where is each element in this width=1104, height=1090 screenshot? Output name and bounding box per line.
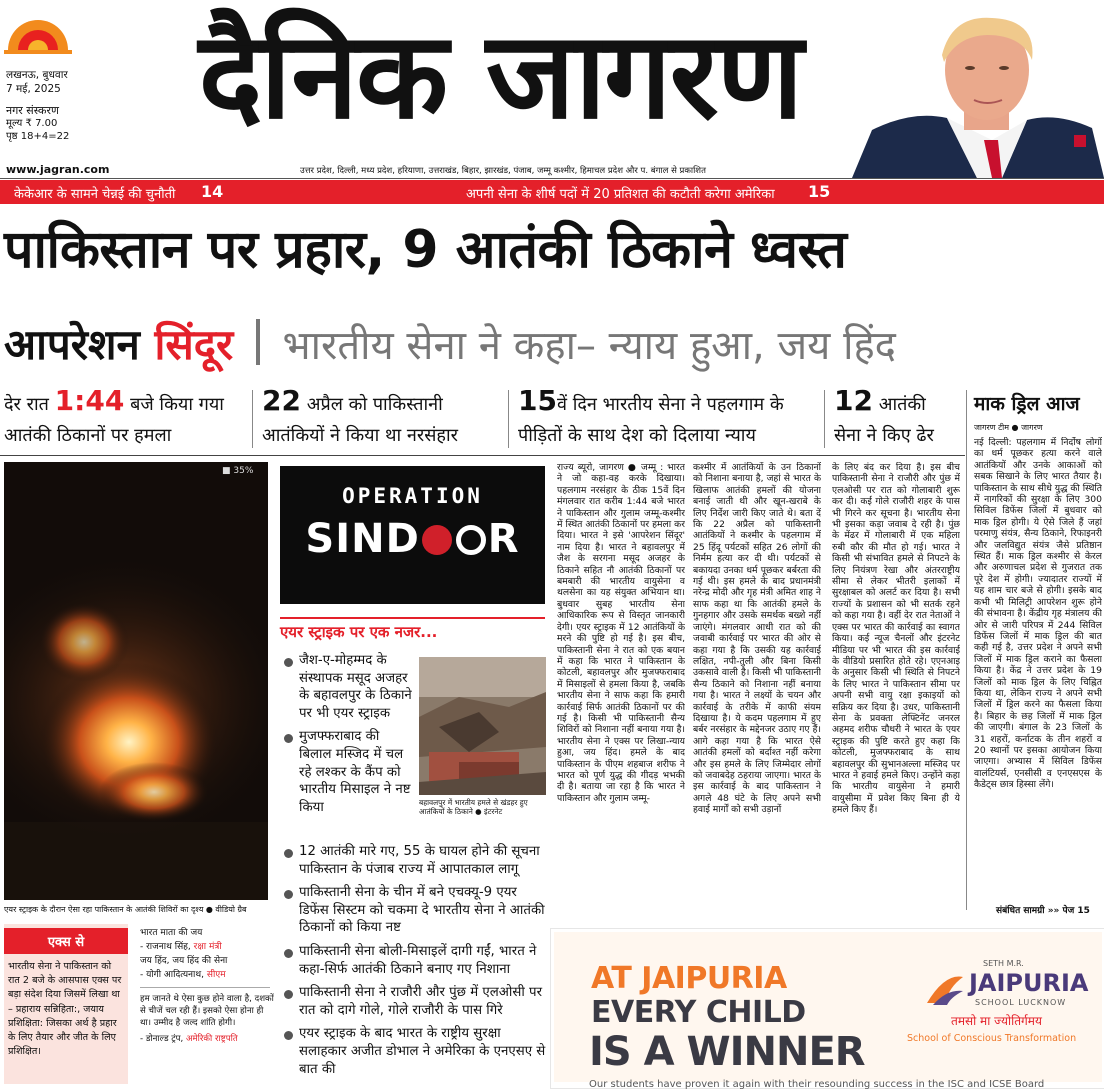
teaser-left[interactable]: केकेआर के सामने चेन्नई की चुनौती (14, 187, 176, 202)
airstrike-bullets-top (284, 652, 416, 816)
quotes-box: भारत माता की जय - राजनाथ सिंह, रक्षा मंत्री जय हिंद, जय हिंद की सेना - योगी आदित्यनाथ, सीएम हम जानते थे ऐसा कुछ होने वाला है, दशकों से चीजें चल रही हैं। इसको ऐसा होना ही था। उम्मीद है जल्द शांति होगी। - डोनाल्ड ट्रंप, अमेरिकी राष्ट्रपति (140, 928, 274, 1044)
ad-tagline: School of Conscious Transformation (907, 1033, 1077, 1044)
list-item: पाकिस्तानी सेना के चीन में बने एचक्यू-9 एयर डिफेंस सिस्टम को चकमा दे भारतीय सेना ने आतंकी ठिकानों को किया नष्ट (284, 884, 546, 937)
airstrike-heading: एयर स्ट्राइक पर एक नजर... (280, 623, 438, 641)
list-item: एयर स्ट्राइक के बाद भारत के राष्ट्रीय सुरक्षा सलाहकार अजीत डोभाल ने अमेरिका के एनएसए से बात की (284, 1025, 546, 1078)
article-column-1: राज्य ब्यूरो, जागरण ● जम्मू : भारत ने जो कहा-वह करके दिखाया। पहलगाम नरसंहार के ठीक 15वें दिन मंगलवार रात करीब 1:44 बजे भारत ने पाकिस्तान और गुलाम जम्मू-कश्मीर में स्थित आतंकी ठिकानों पर हमला कर दिया। भारत ने इसे 'आपरेशन सिंदूर' नाम दिया है। भारत ने बहावलपुर में जैश के सरगना मसूद अजहर के ठिकाने सहित नौ आतंकी ठिकानों पर बमबारी की भारतीय वायुसेना व थलसेना का यह संयुक्त अभियान था। बुधवार सुबह भारतीय सेना आधिकारिक रूप से विस्तृत जानकारी देगी। एयर स्ट्राइक में 12 आतंकियों के मरने की पुष्टि हो गई है। इस बीच, पाकिस्तानी सेना ने रात को एक बयान में कहा कि भारत ने पाकिस्तान के कोटली, बहावलपुर और मुजफ्फराबाद में मिसाइलों से हमला किया है, जबकि भारतीय सेना ने साफ कहा कि हमारी कार्रवाई सिर्फ आतंकी ठिकानों पर की गई है। किसी भी पाकिस्तानी सैन्य शिविरों को निशाना नहीं बनाया गया है। भारतीय सेना ने एक्स पर लिखा-न्याय हुआ, जय हिंद। हमले के बाद पाकिस्तान के पीएम शहबाज शरीफ ने भारत को पूर्ण युद्ध की गीदड़ भभकी दी है। बताया जा रहा है कि भारत ने पाकिस्तान और गुलाम जम्मू- (557, 462, 685, 804)
masthead-price: मूल्य ₹ 7.00 (6, 118, 58, 129)
list-item: पाकिस्तानी सेना ने राजौरी और पुंछ में एलओसी पर रात को दागे गोले, गोले राजौरी के पास गिरे (284, 984, 546, 1019)
ad-line-2: EVERY CHILD (591, 995, 806, 1030)
teaser-right[interactable]: अपनी सेना के शीर्ष पदों में 20 प्रतिशत की कटौती करेगा अमेरिका (466, 187, 775, 202)
related-link[interactable]: संबंधित सामग्री »» पेज 15 (996, 906, 1090, 916)
deck-1-time: 1:44 (54, 384, 125, 417)
article-column-2: कश्मीर में आतंकियों के उन ठिकानों को निशाना बनाया है, जहां से भारत के खिलाफ आतंकी हमलों की योजना बनाई जाती थी और खून-खराबे के लिए निर्देश जारी किए जाते थे। बता दें कि 22 अप्रैल को पाकिस्तानी आतंकियों ने कश्मीर के पहलगाम में 25 हिंदू पर्यटकों सहित 26 लोगों की निर्मम हत्या कर दी थी। पर्यटकों से बकायदा उनका धर्म पूछकर बर्बरता की गई थी। इस हमले के बाद प्रधानमंत्री नरेन्द्र मोदी और गृह मंत्री अमित शाह ने साफ कहा था कि आतंकी हमले के गुनहगार और उसके समर्थक बख्शे नहीं जाएंगे। मंगलवार आधी रात को की जवाबी कार्रवाई पर भारत की ओर से कहा गया है कि उसकी यह कार्रवाई लक्षित, नपी-तुली और बिना किसी उकसावे वाली है। किसी भी पाकिस्तानी सैन्य ठिकाने को निशाना नहीं बनाया गया है। भारत ने लक्ष्यों के चयन और कार्रवाई के तरीके में काफी संयम दिखाया है। ये कदम पहलगाम में हुए बर्बर नरसंहार के मद्देनजर उठाए गए हैं। आगे कहा गया है कि भारत ऐसे आतंकी हमलों को बर्दाश्त नहीं करेगा और इस हमले के लिए जिम्मेदार लोगों को जवाबदेह ठहराया जाएगा। भारत के इस कार्रवाई के बाद पाकिस्तान ने अगले 48 घंटे के लिए अपने सभी हवाई मार्गों को सभी उड़ानों (693, 462, 821, 816)
jaipuria-ad[interactable] (550, 928, 1104, 1089)
logo-operation-text: OPERATION (342, 484, 483, 508)
ad-line-1: AT JAIPURIA (591, 961, 787, 996)
teaser-left-page: 14 (201, 182, 224, 201)
teaser-bar (0, 180, 1104, 204)
list-item: मुजफ्फराबाद की बिलाल मस्जिद में चल रहे लश्कर के कैंप को भारतीय मिसाइल ने नष्ट किया (284, 728, 416, 816)
masthead-date: 7 मई, 2025 (6, 83, 61, 95)
masthead-pages: पृष्ठ 18+4=22 (6, 131, 70, 142)
x-se-text: भारतीय सेना ने पाकिस्तान को रात 2 बजे के आसपास एक्स पर बड़ा संदेश दिया जिसमें लिखा था – प्रहाराय सन्निहिता:, जयाय प्रशिक्षिता: जिसका अर्थ है प्रहार के लिए तैयार और जीत के लिए प्रशिक्षित। (8, 961, 122, 1058)
airstrike-video-grab (4, 462, 268, 900)
logo-sind-text: SIND (305, 516, 420, 562)
photo-caption: एयर स्ट्राइक के दौरान ऐसा रहा पाकिस्तान के आतंकी शिविरों का दृश्य ● वीडियो ग्रैब (4, 905, 247, 914)
quote-rajnath: भारत माता की जय (140, 928, 203, 938)
deck-1: देर रात 1:44 बजे किया गया आतंकी ठिकानों पर हमला (4, 384, 224, 446)
newspaper-title: दैनिक जागरण (198, 7, 802, 146)
subhead-operation: आपरेशन (4, 320, 140, 369)
logo-r-text: R (487, 516, 520, 562)
bahawalpur-caption: बहावलपुर में भारतीय हमले से खंडहर हुए आतंकियों के ठिकाने ● इंटरनेट (419, 798, 528, 816)
ad-line-3: IS A WINNER (589, 1029, 865, 1075)
masthead-states-line: उत्तर प्रदेश, दिल्ली, मध्य प्रदेश, हरियाणा, उत्तराखंड, बिहार, झारखंड, पंजाब, जम्मू कश्मीर, हिमाचल प्रदेश और प. बंगाल से प्रकाशित (300, 166, 706, 176)
ad-motto: तमसो मा ज्योतिर्गमय (951, 1014, 1042, 1028)
list-item: जैश-ए-मोहम्मद के संस्थापक मसूद अजहर के बहावलपुर के ठिकाने पर भी एयर स्ट्राइक (284, 652, 416, 722)
deck-2: 22 अप्रैल को पाकिस्तानी आतंकियों ने किया था नरसंहार (262, 384, 458, 446)
masthead-edition: नगर संस्करण (6, 104, 59, 117)
subhead-army-quote: भारतीय सेना ने कहा– न्याय हुआ, जय हिंद (282, 323, 896, 369)
airstrike-bullets-bottom (284, 843, 546, 1078)
ad-brand: JAIPURIA (969, 969, 1089, 997)
main-headline: पाकिस्तान पर प्रहार, 9 आतंकी ठिकाने ध्वस्त (4, 220, 847, 280)
x-se-box (4, 924, 128, 1084)
deck-4: 12 आतंकी सेना ने किए ढेर (834, 384, 934, 446)
masthead-city-day: लखनऊ, बुधवार (6, 69, 68, 81)
teaser-right-page: 15 (808, 182, 831, 201)
quote-yogi: जय हिंद, जय हिंद की सेना (140, 956, 228, 966)
masthead-website[interactable]: www.jagran.com (6, 163, 110, 176)
mock-drill-byline: जागरण टीम ● जागरण (974, 423, 1043, 432)
sindoor-o-icon (456, 525, 486, 555)
ad-brand-top: SETH M.R. (983, 959, 1024, 968)
mock-drill-heading: माक ड्रिल आज (974, 393, 1080, 415)
article-column-3: के लिए बंद कर दिया है। इस बीच पाकिस्तानी सेना ने राजौरी और पुंछ में एलओसी पर रात को गोलाबारी शुरू कर दी। कई गोले राजौरी शहर के पास भी गिरने कर सूचना है। भारतीय सेना भी इसका कड़ा जवाब दे रही है। पुंछ के मेंढर में गोलाबारी में एक महिला रुबी कौर की मौत हो गई। भारत ने किसी भी संभावित हमले से निपटने के लिए नियंत्रण रेखा और अंतरराष्ट्रीय सीमा से लेकर भीतरी इलाकों में सुरक्षाबल को अलर्ट कर दिया है। सभी राज्यों के प्रशासन को भी सतर्क रहने को कहा गया है। वहीं देर रात नेताओं ने एक्स पर भारत की कार्रवाई का स्वागत किया। कई न्यूज चैनलों और इंटरनेट मीडिया पर भी भारत की इस कार्रवाई के वीडियो प्रसारित होते रहे। एएनआइ के अनुसार किसी भी स्थिति से निपटने के लिए भारत ने पाकिस्तान सीमा पर अपनी सभी वायु रक्षा इकाइयों को सक्रिय कर दिया है। उधर, पाकिस्तानी सेना के प्रवक्ता लेफ्टिनेंट जनरल अहमद शरीफ चौधरी ने भारत के एयर स्ट्राइक की पुष्टि करते हुए कहा कि कोटली, मुजफ्फराबाद के साथ बहावलपुर की सुभानअल्ला मस्जिद पर भारत ने हवाई हमले किए। उन्होंने कहा कि भारतीय वायुसेना ने हमारी वायुसीमा में प्रवेश किए बिना ही ये हमले किए हैं। (832, 462, 960, 816)
jaipuria-logo-icon (923, 967, 967, 1011)
mock-drill-text: नई दिल्ली: पहलगाम में निर्दोष लोगों का धर्म पूछकर हत्या करने वाले आतंकियों और उनके आकाओं को सबक सिखाने के लिए भारत तैयार है। पाकिस्तान के साथ सीधे युद्ध की स्थिति में नागरिकों की सुरक्षा के लिए 300 सिविल डिफेंस जिलों में बुधवार को माक ड्रिल होगी। ये ऐसे जिले हैं जहां परमाणु संयंत्र, सैन्य ठिकाने, रिफाइनरी और जलविद्युत संयंत्र जैसे प्रतिष्ठान स्थित हैं। माक ड्रिल कश्मीर से केरल और अरुणाचल प्रदेश से गुजरात तक पूरे देश में होगी। ज्यादातर राज्यों में यह शाम चार बजे से होगी। इसके बाद कभी भी मिलिट्री आपरेशन शुरू होने की संभावना है। केंद्रीय गृह मंत्रालय की ओर से जारी परिपत्र में 244 सिविल डिफेंस जिलों में माक ड्रिल की बात कही गई है, उत्तर प्रदेश ने अपने सभी जिलों में माक ड्रिल कराने का फैसला किया है। केंद्र ने उत्तर प्रदेश के 19 जिलों को माक ड्रिल के लिए चिह्नित किया था, लेकिन राज्य ने अपने सभी जिलों में ड्रिल करने का फैसला किया है। बिहार के छह जिलों में माक ड्रिल की जाएगी। बंगाल के 23 जिलों के 31 शहरों, कर्नाटक के तीन शहरों व 20 स्थानों पर इसका आयोजन किया जाएगा। अभ्यास में सिविल डिफेंस वालंटियर्स, एनसीसी व एनएसएस के कैडेट्स छात्र हिस्सा लेंगे। (974, 437, 1102, 791)
subhead-divider (256, 319, 260, 365)
deck-3: 15वें दिन भारतीय सेना ने पहलगाम के पीड़ितों के साथ देश को दिलाया न्याय (518, 384, 784, 446)
list-item: 12 आतंकी मारे गए, 55 के घायल होने की सूचना पाकिस्तान के पंजाब राज्य में आपातकाल लागू (284, 843, 546, 878)
quote-trump: हम जानते थे ऐसा कुछ होने वाला है, दशकों से चीजें चल रही हैं। इसको ऐसा होना ही था। उम्मीद है जल्द शांति होगी। (140, 994, 274, 1028)
operation-sindoor-logo (280, 466, 545, 604)
ad-bottom-text: Our students have proven it again with their resounding success in the ISC and ICSE Board (589, 1079, 1045, 1090)
trump-portrait (852, 0, 1104, 178)
subhead-sindoor: सिंदूर (154, 320, 234, 369)
ad-brand-sub: SCHOOL LUCKNOW (975, 998, 1067, 1007)
sindoor-bowl-icon (422, 525, 452, 555)
x-se-heading: एक्स से (4, 928, 128, 954)
photo-overlay-battery: ■ 35% (222, 466, 254, 476)
logo-sun-icon (4, 10, 72, 54)
list-item: पाकिस्तानी सेना बोली-मिसाइलें दागी गईं, भारत ने कहा-सिर्फ आतंकी ठिकाने बनाए गए निशाना (284, 943, 546, 978)
bahawalpur-photo (419, 657, 546, 795)
